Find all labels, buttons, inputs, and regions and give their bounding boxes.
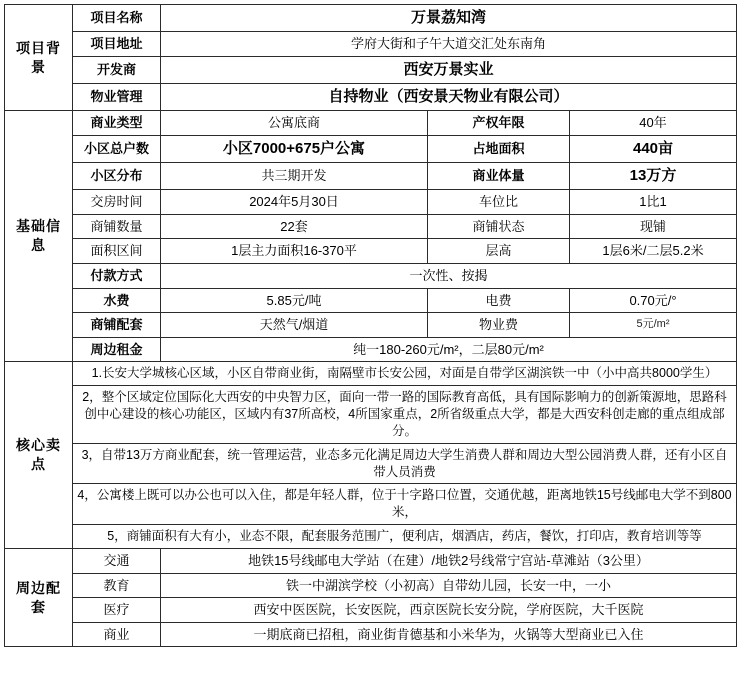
row-label-delivery-time: 交房时间 [73, 190, 161, 215]
row-label-property-fee: 物业费 [428, 313, 570, 338]
row-label-project-name: 项目名称 [73, 5, 161, 32]
row-value-commercial-volume: 13万方 [570, 163, 737, 190]
row-label-commercial-volume: 商业体量 [428, 163, 570, 190]
row-label-surrounding-rent: 周边租金 [73, 337, 161, 362]
row-value-delivery-time: 2024年5月30日 [161, 190, 428, 215]
row-label-shop-count: 商铺数量 [73, 214, 161, 239]
selling-point-1: 1.长安大学城核心区域，小区自带商业街，南隔壁市长安公园，对面是自带学区湖滨铁一中（小中高共8000学生） [73, 362, 737, 386]
row-value-shop-status: 现铺 [570, 214, 737, 239]
selling-point-3: 3，自带13万方商业配套，统一管理运营，业态多元化满足周边大学生消费人群和周边大型公园消费人群，还有小区自带人员消费 [73, 443, 737, 484]
row-label-land-area: 占地面积 [428, 135, 570, 162]
row-value-project-address: 学府大街和子午大道交汇处东南角 [161, 32, 737, 57]
property-table [4, 4, 737, 647]
row-label-developer: 开发商 [73, 56, 161, 83]
row-value-shop-facilities: 天然气/烟道 [161, 313, 428, 338]
row-value-property-management: 自持物业（西安景天物业有限公司） [161, 84, 737, 111]
row-value-project-name: 万景荔知湾 [161, 5, 737, 32]
selling-point-5: 5，商铺面积有大有小，业态不限，配套服务范围广，便利店，烟酒店，药店，餐饮，打印店，教育培训等等 [73, 525, 737, 549]
table-row [5, 573, 737, 598]
table-row [5, 190, 737, 215]
table-row [5, 525, 737, 549]
table-row [5, 598, 737, 623]
row-label-water-fee: 水费 [73, 288, 161, 313]
table-row [5, 163, 737, 190]
row-value-surrounding-rent: 纯一180-260元/m²，二层80元/m² [161, 337, 737, 362]
row-value-parking-ratio: 1比1 [570, 190, 737, 215]
table-row [5, 32, 737, 57]
row-label-property-management: 物业管理 [73, 84, 161, 111]
row-value-developer: 西安万景实业 [161, 56, 737, 83]
row-label-project-address: 项目地址 [73, 32, 161, 57]
section-label-background: 项目背景 [5, 5, 73, 111]
table-row [5, 443, 737, 484]
row-label-commercial-type: 商业类型 [73, 111, 161, 136]
row-label-floor-height: 层高 [428, 239, 570, 264]
row-value-medical: 西安中医医院，长安医院，西京医院长安分院，学府医院，大千医院 [161, 598, 737, 623]
table-row [5, 362, 737, 386]
row-label-ownership-years: 产权年限 [428, 111, 570, 136]
table-row [5, 135, 737, 162]
table-row [5, 239, 737, 264]
row-label-total-households: 小区总户数 [73, 135, 161, 162]
row-value-land-area: 440亩 [570, 135, 737, 162]
row-label-payment-method: 付款方式 [73, 263, 161, 288]
row-label-medical: 医疗 [73, 598, 161, 623]
row-label-education: 教育 [73, 573, 161, 598]
table-row [5, 337, 737, 362]
table-row [5, 214, 737, 239]
row-value-distribution: 共三期开发 [161, 163, 428, 190]
section-label-basic: 基础信息 [5, 111, 73, 362]
table-row [5, 111, 737, 136]
row-value-shop-count: 22套 [161, 214, 428, 239]
row-label-shop-status: 商铺状态 [428, 214, 570, 239]
table-row [5, 313, 737, 338]
row-value-floor-height: 1层6米/二层5.2米 [570, 239, 737, 264]
section-label-selling: 核心卖点 [5, 362, 73, 549]
table-row [5, 56, 737, 83]
section-label-around: 周边配套 [5, 549, 73, 647]
row-value-transport: 地铁15号线邮电大学站（在建）/地铁2号线常宁宫站-草滩站（3公里） [161, 549, 737, 574]
table-row [5, 549, 737, 574]
table-row [5, 263, 737, 288]
selling-point-2: 2，整个区域定位国际化大西安的中央智力区，面向一带一路的国际教育高低，具有国际影响力的创新策源地，思路科创中心建设的核心功能区，区域内有37所高校，4所国家重点，2所省级重点大学，都是大西安科创走廊的重点组成部分。 [73, 386, 737, 444]
table-row [5, 484, 737, 525]
row-label-commercial: 商业 [73, 622, 161, 647]
row-label-electricity-fee: 电费 [428, 288, 570, 313]
table-row [5, 622, 737, 647]
row-label-parking-ratio: 车位比 [428, 190, 570, 215]
row-value-commercial: 一期底商已招租，商业街肯德基和小米华为，火锅等大型商业已入住 [161, 622, 737, 647]
row-value-water-fee: 5.85元/吨 [161, 288, 428, 313]
row-label-area-range: 面积区间 [73, 239, 161, 264]
row-label-shop-facilities: 商铺配套 [73, 313, 161, 338]
row-value-total-households: 小区7000+675户公寓 [161, 135, 428, 162]
table-row [5, 84, 737, 111]
row-value-ownership-years: 40年 [570, 111, 737, 136]
row-value-electricity-fee: 0.70元/° [570, 288, 737, 313]
row-label-distribution: 小区分布 [73, 163, 161, 190]
row-label-transport: 交通 [73, 549, 161, 574]
row-value-education: 铁一中湖滨学校（小初高）自带幼儿园，长安一中，一小 [161, 573, 737, 598]
row-value-property-fee: 5元/m² [570, 313, 737, 338]
row-value-payment-method: 一次性、按揭 [161, 263, 737, 288]
table-row [5, 386, 737, 444]
table-row [5, 288, 737, 313]
table-row [5, 5, 737, 32]
row-value-area-range: 1层主力面积16-370平 [161, 239, 428, 264]
row-value-commercial-type: 公寓底商 [161, 111, 428, 136]
selling-point-4: 4，公寓楼上既可以办公也可以入住，都是年轻人群，位于十字路口位置，交通优越，距离地铁15号线邮电大学不到800米， [73, 484, 737, 525]
